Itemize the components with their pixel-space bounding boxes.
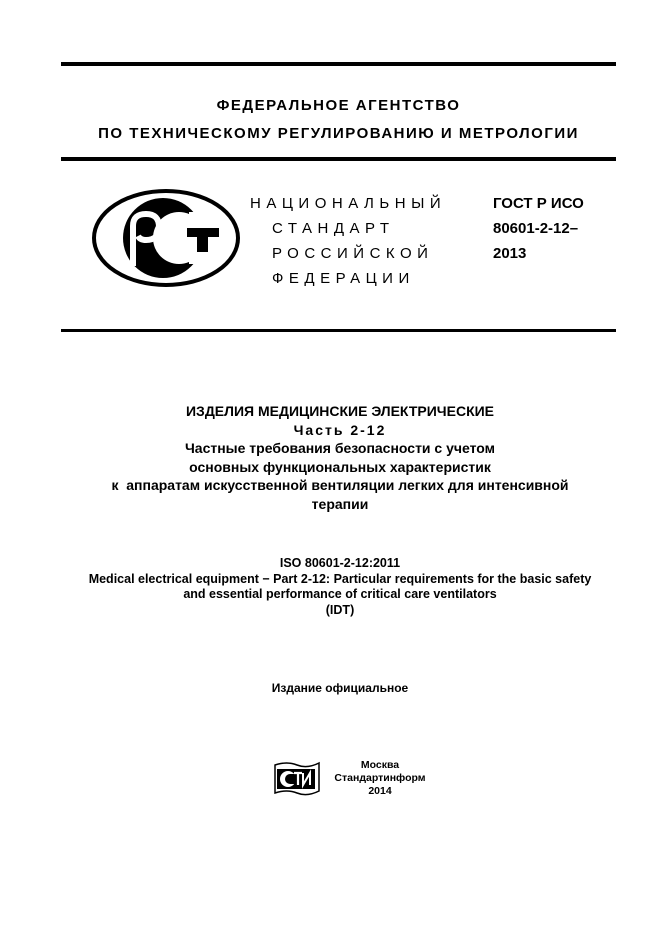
designation-line-2: 80601-2-12– bbox=[493, 220, 579, 237]
natstd-line-1: НАЦИОНАЛЬНЫЙ bbox=[250, 195, 447, 212]
publisher-city: Москва bbox=[360, 759, 400, 771]
agency-line-1: ФЕДЕРАЛЬНОЕ АГЕНТСТВО bbox=[216, 97, 461, 114]
header-rule bbox=[61, 157, 616, 161]
publisher-name: Стандартинформ bbox=[334, 772, 426, 784]
document-title bbox=[40, 402, 640, 513]
iso-title-line-1: Medical electrical equipment − Part 2-12: Particular requirements for the basic safety bbox=[88, 571, 592, 586]
natstd-line-4: ФЕДЕРАЦИИ bbox=[272, 270, 415, 287]
edition-label: Издание официальное bbox=[271, 681, 409, 695]
title-part: Часть 2-12 bbox=[293, 421, 387, 438]
publisher-year: 2014 bbox=[368, 785, 392, 797]
natstd-line-2: СТАНДАРТ bbox=[272, 220, 395, 237]
publisher-info bbox=[330, 759, 430, 798]
designation-line-1: ГОСТ Р ИСО bbox=[493, 195, 584, 212]
agency-name bbox=[61, 92, 616, 148]
designation-line-3: 2013 bbox=[493, 245, 527, 262]
title-line-6: терапии bbox=[311, 495, 369, 512]
standartinform-logo-icon bbox=[273, 759, 321, 797]
iso-code: ISO 80601-2-12:2011 bbox=[279, 556, 401, 570]
top-rule bbox=[61, 62, 616, 66]
title-line-3: Частные требования безопасности с учетом bbox=[184, 440, 496, 456]
standard-designation bbox=[493, 191, 584, 266]
title-line-4: основных функциональных характеристик bbox=[189, 458, 491, 475]
section-rule bbox=[61, 329, 616, 332]
rst-logo-icon bbox=[91, 188, 241, 288]
iso-title-line-2: and essential performance of critical care ventilators bbox=[183, 587, 497, 601]
title-line-1: ИЗДЕЛИЯ МЕДИЦИНСКИЕ ЭЛЕКТРИЧЕСКИЕ bbox=[185, 403, 495, 419]
natstd-line-3: РОССИЙСКОЙ bbox=[272, 245, 434, 262]
iso-reference bbox=[40, 556, 640, 618]
agency-line-2: ПО ТЕХНИЧЕСКОМУ РЕГУЛИРОВАНИЮ И МЕТРОЛОГИИ bbox=[98, 125, 579, 142]
iso-equivalence: (IDT) bbox=[325, 602, 355, 617]
title-line-5: к аппаратам искусственной вентиляции легких для интенсивной bbox=[111, 477, 569, 493]
national-standard-label bbox=[250, 191, 446, 291]
